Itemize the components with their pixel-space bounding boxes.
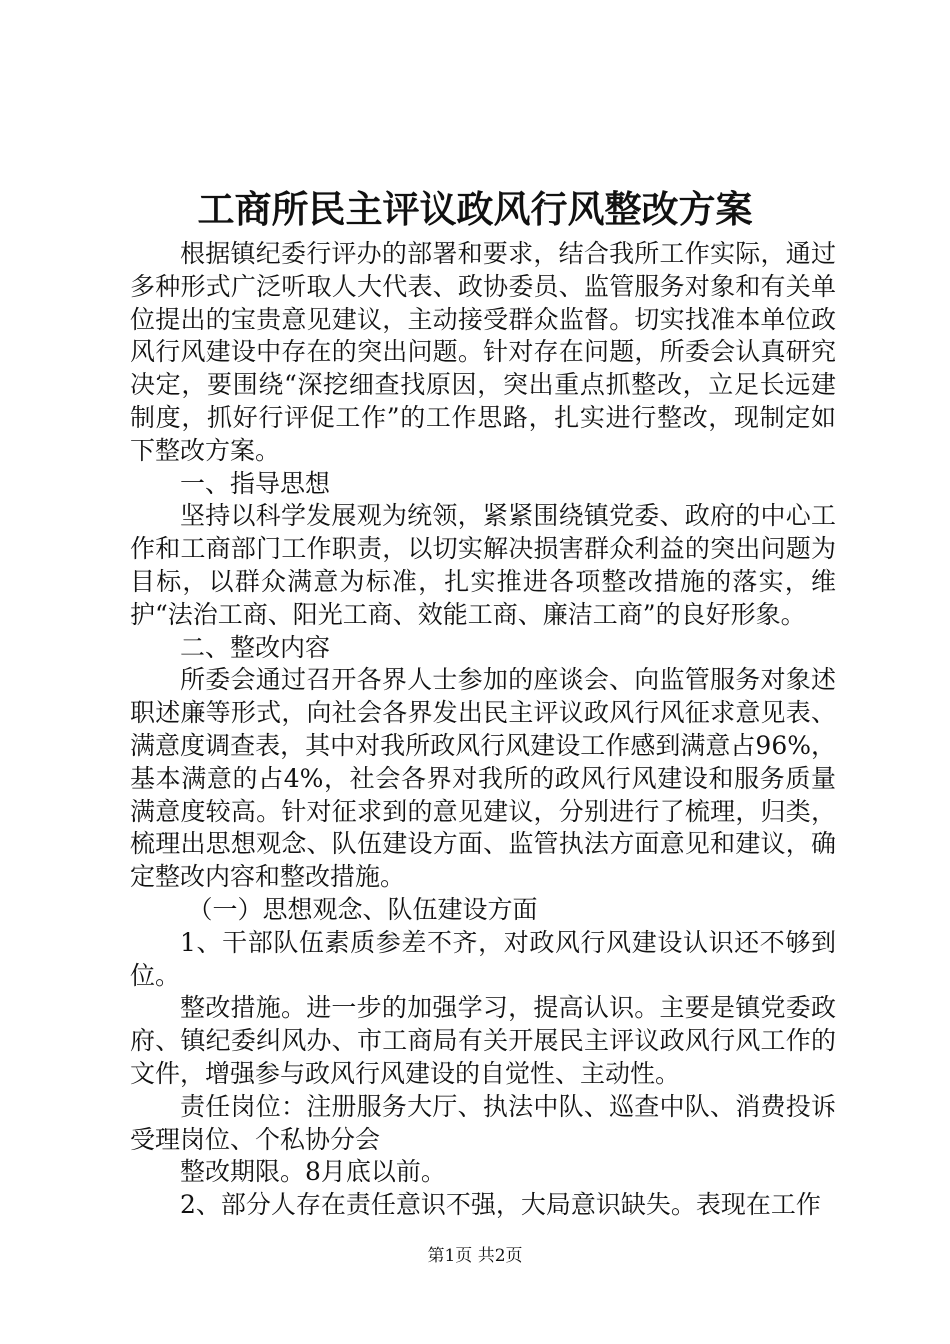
issue-2-paragraph: 2、部分人存在责任意识不强，大局意识缺失。表现在工作 (180, 1190, 821, 1220)
section-heading-guiding-ideology: 一、指导思想 (180, 468, 331, 498)
document-title: 工商所民主评议政风行风整改方案 (197, 187, 753, 231)
issue-1-paragraph: 1、干部队伍素质参差不齐，对政风行风建设认识还不够到位。 (130, 927, 836, 990)
measures-paragraph: 整改措施。进一步的加强学习，提高认识。主要是镇党委政府、镇纪委纠风办、市工商局有关开展民主评议政风行风工作的文件，增强参与政风行风建设的自觉性、主动性。 (130, 993, 836, 1088)
responsible-posts-paragraph: 责任岗位：注册服务大厅、执法中队、巡查中队、消费投诉受理岗位、个私协分会 (130, 1091, 836, 1154)
guiding-ideology-paragraph: 坚持以科学发展观为统领，紧紧围绕镇党委、政府的中心工作和工商部门工作职责，以切实解决损害群众利益的突出问题为目标，以群众满意为标准，扎实推进各项整改措施的落实，维护“法治工商、阳光工商、效能工商、廉洁工商”的良好形象。 (130, 501, 836, 629)
section-heading-rectification-content: 二、整改内容 (180, 632, 331, 662)
page-number-footer: 第1页 共2页 (427, 1246, 523, 1266)
document-body (130, 238, 836, 1222)
intro-paragraph: 根据镇纪委行评办的部署和要求，结合我所工作实际，通过多种形式广泛听取人大代表、政协委员、监管服务对象和有关单位提出的宝贵意见建议，主动接受群众监督。切实找准本单位政风行风建设中存在的突出问题。针对存在问题，所委会认真研究决定，要围绕“深挖细查找原因，突出重点抓整改，立足长远建制度，抓好行评促工作”的工作思路，扎实进行整改，现制定如下整改方案。 (130, 239, 836, 465)
deadline-paragraph: 整改期限。8月底以前。 (180, 1157, 446, 1187)
rectification-content-paragraph: 所委会通过召开各界人士参加的座谈会、向监管服务对象述职述廉等形式，向社会各界发出民主评议政风行风征求意见表、满意度调查表，其中对我所政风行风建设工作感到满意占96%，基本满意的占4%，社会各界对我所的政风行风建设和服务质量满意度较高。针对征求到的意见建议，分别进行了梳理，归类，梳理出思想观念、队伍建设方面、监管执法方面意见和建议，确定整改内容和整改措施。 (130, 665, 836, 892)
subsection-heading-ideology-team: （一）思想观念、队伍建设方面 (187, 894, 538, 924)
